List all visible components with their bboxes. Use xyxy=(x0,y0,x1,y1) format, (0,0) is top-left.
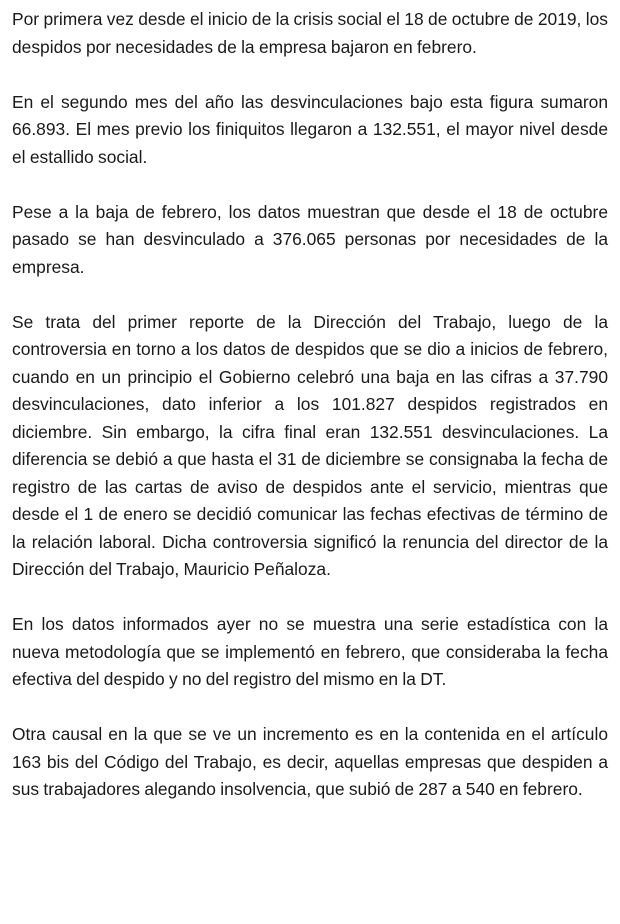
paragraph-despidos-bajaron: Por primera vez desde el inicio de la crisis social el 18 de octubre de 2019, los despidos por necesidades de la empresa bajaron en febrero. xyxy=(12,9,608,57)
paragraph-articulo-163-bis: Otra causal en la que se ve un incremento es en la contenida en el artículo 163 bis del Código del Trabajo, es decir, aquellas empresas que despiden a sus trabajadores alegando insolvencia, que subió de 287 a 540 en febrero. xyxy=(12,724,608,799)
paragraph-nueva-metodologia: En los datos informados ayer no se muestra una serie estadística con la nueva metodología que se implementó en febrero, que consideraba la fecha efectiva del despido y no del registro del mismo en la DT. xyxy=(12,614,608,689)
paragraph-primer-reporte: Se trata del primer reporte de la Dirección del Trabajo, luego de la controversia en torno a los datos de despidos que se dio a inicios de febrero, cuando en un principio el Gobierno celebró una baja en las cifras a 37.790 desvinculaciones, dato inferior a los 101.827 despidos registrados en diciembre. Sin embargo, la cifra final eran 132.551 desvinculaciones. La diferencia se debió a que hasta el 31 de diciembre se consignaba la fecha de registro de las cartas de aviso de despidos ante el servicio, mientras que desde el 1 de enero se decidió comunicar las fechas efectivas de término de la relación laboral. Dicha controversia significó la renuncia del director de la Dirección del Trabajo, Mauricio Peñaloza. xyxy=(12,311,608,579)
paragraph-baja-febrero: Pese a la baja de febrero, los datos muestran que desde el 18 de octubre pasado se han desvinculado a 376.065 personas por necesidades de la empresa. xyxy=(12,201,608,277)
paragraph-segundo-mes: En el segundo mes del año las desvinculaciones bajo esta figura sumaron 66.893. El mes previo los finiquitos llegaron a 132.551, el mayor nivel desde el estallido social. xyxy=(12,91,608,167)
